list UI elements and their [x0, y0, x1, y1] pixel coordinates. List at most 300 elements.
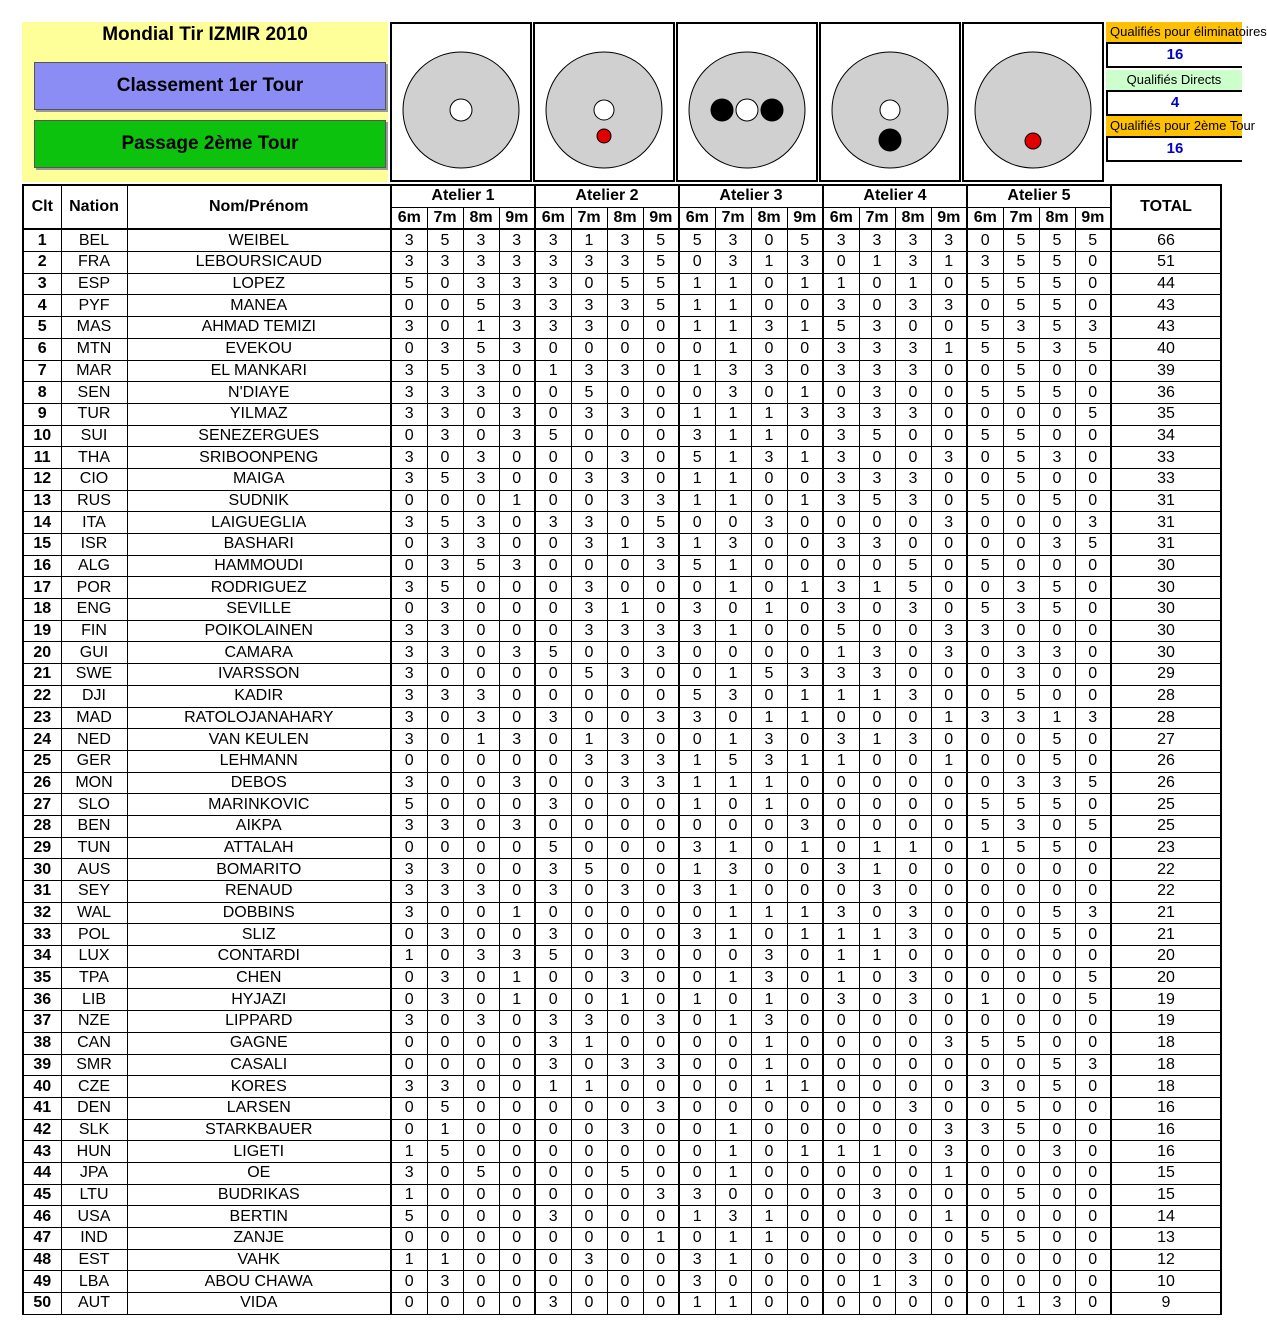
score-cell: 0: [895, 382, 931, 404]
score-cell: 0: [1075, 1162, 1111, 1184]
score-cell: 3: [823, 468, 859, 490]
score-cell: 3: [463, 512, 499, 534]
score-cell: 0: [859, 794, 895, 816]
score-cell: 1: [679, 859, 715, 881]
score-cell: 0: [895, 1162, 931, 1184]
score-cell: 0: [931, 317, 967, 339]
score-cell: 0: [1039, 685, 1075, 707]
score-cell: 0: [931, 577, 967, 599]
score-cell: 3: [787, 664, 823, 686]
score-cell: 5: [895, 577, 931, 599]
score-cell: 1: [931, 338, 967, 360]
nation-cell: MAS: [61, 317, 127, 339]
score-cell: 3: [1003, 707, 1039, 729]
score-cell: 0: [499, 1032, 535, 1054]
score-cell: 0: [1075, 1097, 1111, 1119]
score-cell: 0: [823, 1119, 859, 1141]
score-cell: 0: [967, 1293, 1003, 1315]
header-distance: 8m: [463, 207, 499, 229]
score-cell: 3: [391, 881, 427, 903]
score-cell: 3: [679, 924, 715, 946]
score-cell: 5: [1039, 1054, 1075, 1076]
score-cell: 3: [1039, 772, 1075, 794]
score-cell: 1: [679, 534, 715, 556]
black-ball-icon: [879, 129, 901, 151]
score-cell: 0: [823, 1206, 859, 1228]
score-cell: 0: [463, 837, 499, 859]
score-cell: 0: [535, 447, 571, 469]
score-cell: 3: [751, 729, 787, 751]
score-cell: 0: [499, 1054, 535, 1076]
nation-cell: CAN: [61, 1032, 127, 1054]
score-cell: 3: [895, 989, 931, 1011]
table-row: [23, 967, 1221, 989]
rank-cell: 18: [23, 599, 61, 621]
score-cell: 5: [679, 555, 715, 577]
score-cell: 3: [787, 403, 823, 425]
score-cell: 1: [571, 1076, 607, 1098]
table-row: [23, 1293, 1221, 1315]
score-cell: 0: [499, 1293, 535, 1315]
score-cell: 3: [715, 1206, 751, 1228]
score-cell: 3: [715, 252, 751, 274]
name-cell: VIDA: [127, 1293, 391, 1315]
nation-cell: POL: [61, 924, 127, 946]
total-cell: 44: [1111, 273, 1221, 295]
rank-cell: 10: [23, 425, 61, 447]
total-cell: 16: [1111, 1097, 1221, 1119]
rank-cell: 31: [23, 881, 61, 903]
score-cell: 3: [643, 1097, 679, 1119]
score-cell: 5: [967, 425, 1003, 447]
score-cell: 3: [859, 1184, 895, 1206]
score-cell: 3: [1075, 902, 1111, 924]
score-cell: 5: [535, 837, 571, 859]
score-cell: 0: [787, 1184, 823, 1206]
name-cell: AHMAD TEMIZI: [127, 317, 391, 339]
total-cell: 36: [1111, 382, 1221, 404]
score-cell: 0: [499, 881, 535, 903]
score-cell: 3: [571, 750, 607, 772]
score-cell: 1: [391, 946, 427, 968]
score-cell: 0: [1075, 685, 1111, 707]
name-cell: AIKPA: [127, 815, 391, 837]
score-cell: 1: [787, 317, 823, 339]
score-cell: 3: [391, 512, 427, 534]
name-cell: LAIGUEGLIA: [127, 512, 391, 534]
score-cell: 0: [571, 1271, 607, 1293]
score-cell: 0: [967, 468, 1003, 490]
score-cell: 5: [1003, 447, 1039, 469]
score-cell: 3: [1003, 664, 1039, 686]
score-cell: 1: [931, 1162, 967, 1184]
score-cell: 0: [643, 1162, 679, 1184]
nation-cell: SEY: [61, 881, 127, 903]
score-cell: 0: [499, 534, 535, 556]
white-ball-icon: [880, 100, 900, 120]
name-cell: EVEKOU: [127, 338, 391, 360]
score-cell: 1: [859, 946, 895, 968]
total-cell: 39: [1111, 360, 1221, 382]
score-cell: 0: [391, 338, 427, 360]
score-cell: 0: [643, 468, 679, 490]
rank-cell: 47: [23, 1228, 61, 1250]
score-cell: 3: [535, 1032, 571, 1054]
score-cell: 5: [1039, 902, 1075, 924]
score-cell: 0: [463, 1032, 499, 1054]
score-cell: 0: [751, 382, 787, 404]
score-cell: 0: [1003, 1141, 1039, 1163]
nation-cell: SMR: [61, 1054, 127, 1076]
score-cell: 3: [967, 707, 1003, 729]
score-cell: 3: [895, 599, 931, 621]
name-cell: LEHMANN: [127, 750, 391, 772]
score-cell: 1: [715, 924, 751, 946]
score-cell: 3: [463, 534, 499, 556]
score-cell: 1: [427, 1119, 463, 1141]
score-cell: 5: [1075, 338, 1111, 360]
score-cell: 0: [463, 620, 499, 642]
qual-direct-value: 4: [1106, 90, 1242, 116]
score-cell: 3: [571, 1249, 607, 1271]
score-cell: 3: [607, 447, 643, 469]
score-cell: 0: [931, 360, 967, 382]
score-cell: 1: [715, 902, 751, 924]
score-cell: 1: [715, 338, 751, 360]
nation-cell: ITA: [61, 512, 127, 534]
name-cell: RODRIGUEZ: [127, 577, 391, 599]
score-cell: 3: [1003, 317, 1039, 339]
score-cell: 0: [1039, 425, 1075, 447]
score-cell: 0: [1075, 837, 1111, 859]
score-cell: 0: [1003, 512, 1039, 534]
score-cell: 3: [499, 946, 535, 968]
score-cell: 0: [427, 490, 463, 512]
score-cell: 0: [679, 1228, 715, 1250]
score-cell: 0: [1075, 1184, 1111, 1206]
white-ball-icon: [594, 100, 614, 120]
name-cell: WEIBEL: [127, 229, 391, 251]
score-cell: 0: [895, 534, 931, 556]
header-distance: 7m: [715, 207, 751, 229]
score-cell: 0: [607, 902, 643, 924]
nation-cell: MON: [61, 772, 127, 794]
score-cell: 0: [535, 664, 571, 686]
score-cell: 0: [427, 837, 463, 859]
score-cell: 3: [535, 317, 571, 339]
total-cell: 51: [1111, 252, 1221, 274]
score-cell: 0: [535, 902, 571, 924]
score-cell: 0: [1075, 924, 1111, 946]
score-cell: 3: [391, 468, 427, 490]
score-cell: 0: [463, 1141, 499, 1163]
score-cell: 1: [715, 555, 751, 577]
score-cell: 3: [643, 772, 679, 794]
target-diagram: [392, 24, 530, 180]
score-cell: 5: [427, 577, 463, 599]
total-cell: 20: [1111, 946, 1221, 968]
score-cell: 3: [679, 599, 715, 621]
nation-cell: CIO: [61, 468, 127, 490]
score-cell: 0: [751, 815, 787, 837]
name-cell: ABOU CHAWA: [127, 1271, 391, 1293]
score-cell: 5: [1039, 273, 1075, 295]
score-cell: 0: [823, 1271, 859, 1293]
table-row: [23, 317, 1221, 339]
score-cell: 0: [499, 685, 535, 707]
score-cell: 1: [571, 1032, 607, 1054]
score-cell: 1: [607, 534, 643, 556]
rank-cell: 30: [23, 859, 61, 881]
score-cell: 3: [895, 902, 931, 924]
score-cell: 0: [571, 1162, 607, 1184]
name-cell: EL MANKARI: [127, 360, 391, 382]
score-cell: 5: [1039, 924, 1075, 946]
score-cell: 0: [931, 1054, 967, 1076]
score-cell: 0: [607, 642, 643, 664]
nation-cell: GER: [61, 750, 127, 772]
score-cell: 1: [715, 1011, 751, 1033]
score-cell: 0: [499, 707, 535, 729]
name-cell: STARKBAUER: [127, 1119, 391, 1141]
score-cell: 3: [535, 859, 571, 881]
rank-cell: 27: [23, 794, 61, 816]
total-cell: 21: [1111, 902, 1221, 924]
score-cell: 3: [607, 946, 643, 968]
score-cell: 0: [715, 512, 751, 534]
score-cell: 3: [463, 382, 499, 404]
score-cell: 3: [643, 1054, 679, 1076]
rank-cell: 23: [23, 707, 61, 729]
score-cell: 1: [679, 295, 715, 317]
header-atelier: Atelier 5: [967, 185, 1111, 207]
rank-cell: 24: [23, 729, 61, 751]
black-ball-icon: [711, 99, 733, 121]
rank-cell: 39: [23, 1054, 61, 1076]
total-cell: 14: [1111, 1206, 1221, 1228]
score-cell: 1: [679, 750, 715, 772]
nation-cell: LTU: [61, 1184, 127, 1206]
score-cell: 3: [823, 360, 859, 382]
score-cell: 0: [1003, 967, 1039, 989]
score-cell: 0: [1039, 468, 1075, 490]
score-cell: 0: [643, 1076, 679, 1098]
score-cell: 0: [895, 664, 931, 686]
rank-cell: 50: [23, 1293, 61, 1315]
score-cell: 0: [499, 382, 535, 404]
score-cell: 0: [715, 1184, 751, 1206]
score-cell: 0: [643, 664, 679, 686]
rank-cell: 14: [23, 512, 61, 534]
score-cell: 0: [715, 1271, 751, 1293]
score-cell: 0: [787, 512, 823, 534]
score-cell: 0: [1003, 1162, 1039, 1184]
score-cell: 1: [751, 1228, 787, 1250]
score-cell: 0: [607, 924, 643, 946]
score-cell: 0: [499, 599, 535, 621]
total-cell: 15: [1111, 1162, 1221, 1184]
score-cell: 0: [751, 338, 787, 360]
score-cell: 5: [967, 555, 1003, 577]
score-cell: 3: [931, 642, 967, 664]
score-cell: 5: [427, 1141, 463, 1163]
score-cell: 0: [715, 1097, 751, 1119]
score-cell: 1: [931, 707, 967, 729]
score-cell: 3: [823, 425, 859, 447]
score-cell: 0: [751, 881, 787, 903]
score-cell: 0: [535, 1184, 571, 1206]
score-cell: 0: [427, 1206, 463, 1228]
score-cell: 1: [787, 1141, 823, 1163]
score-cell: 1: [715, 447, 751, 469]
score-cell: 1: [751, 425, 787, 447]
name-cell: YILMAZ: [127, 403, 391, 425]
nation-cell: JPA: [61, 1162, 127, 1184]
table-row: [23, 772, 1221, 794]
score-cell: 0: [499, 620, 535, 642]
score-cell: 0: [967, 881, 1003, 903]
score-cell: 0: [967, 1162, 1003, 1184]
score-cell: 3: [679, 1249, 715, 1271]
score-cell: 3: [463, 360, 499, 382]
score-cell: 0: [499, 1119, 535, 1141]
score-cell: 0: [1075, 1249, 1111, 1271]
table-row: [23, 1011, 1221, 1033]
rank-cell: 43: [23, 1141, 61, 1163]
table-row: [23, 685, 1221, 707]
score-cell: 0: [571, 967, 607, 989]
score-cell: 5: [967, 273, 1003, 295]
table-row: [23, 382, 1221, 404]
table-row: [23, 599, 1221, 621]
score-cell: 5: [967, 1228, 1003, 1250]
score-cell: 0: [571, 946, 607, 968]
score-cell: 5: [1039, 1076, 1075, 1098]
score-cell: 3: [715, 534, 751, 556]
name-cell: MARINKOVIC: [127, 794, 391, 816]
score-cell: 0: [1075, 1076, 1111, 1098]
score-cell: 0: [463, 794, 499, 816]
score-cell: 5: [643, 229, 679, 251]
score-cell: 0: [967, 642, 1003, 664]
score-cell: 0: [1075, 382, 1111, 404]
score-cell: 0: [787, 1228, 823, 1250]
score-cell: 0: [787, 425, 823, 447]
score-cell: 0: [499, 447, 535, 469]
score-cell: 3: [427, 1076, 463, 1098]
table-row: [23, 1162, 1221, 1184]
score-cell: 0: [715, 1054, 751, 1076]
score-cell: 1: [751, 1076, 787, 1098]
score-cell: 0: [571, 1293, 607, 1315]
score-cell: 0: [787, 1011, 823, 1033]
score-cell: 3: [391, 447, 427, 469]
score-cell: 3: [391, 1011, 427, 1033]
scores-table: [22, 184, 1222, 1315]
score-cell: 3: [895, 490, 931, 512]
nation-cell: BEL: [61, 229, 127, 251]
score-cell: 3: [391, 252, 427, 274]
score-cell: 0: [823, 881, 859, 903]
table-row: [23, 1119, 1221, 1141]
score-cell: 3: [499, 642, 535, 664]
score-cell: 1: [859, 577, 895, 599]
score-cell: 0: [679, 577, 715, 599]
score-cell: 0: [643, 967, 679, 989]
score-cell: 1: [751, 707, 787, 729]
rank-cell: 8: [23, 382, 61, 404]
score-cell: 3: [895, 1097, 931, 1119]
total-cell: 31: [1111, 490, 1221, 512]
score-cell: 3: [679, 707, 715, 729]
score-cell: 3: [715, 859, 751, 881]
score-cell: 3: [607, 750, 643, 772]
score-cell: 0: [787, 772, 823, 794]
score-cell: 0: [607, 794, 643, 816]
score-cell: 0: [643, 685, 679, 707]
nation-cell: TUN: [61, 837, 127, 859]
table-row: [23, 1076, 1221, 1098]
score-cell: 1: [679, 317, 715, 339]
score-cell: 1: [715, 425, 751, 447]
score-cell: 0: [859, 273, 895, 295]
total-cell: 20: [1111, 967, 1221, 989]
score-cell: 1: [715, 317, 751, 339]
nation-cell: THA: [61, 447, 127, 469]
score-cell: 0: [895, 512, 931, 534]
score-cell: 3: [571, 512, 607, 534]
total-cell: 28: [1111, 685, 1221, 707]
nation-cell: MTN: [61, 338, 127, 360]
score-cell: 0: [751, 229, 787, 251]
score-cell: 0: [535, 1162, 571, 1184]
table-row: [23, 295, 1221, 317]
score-cell: 0: [787, 1249, 823, 1271]
score-cell: 0: [643, 794, 679, 816]
score-cell: 0: [643, 881, 679, 903]
score-cell: 0: [571, 794, 607, 816]
total-cell: 25: [1111, 794, 1221, 816]
classement-button[interactable]: Classement 1er Tour: [34, 62, 386, 110]
score-cell: 0: [499, 837, 535, 859]
score-cell: 0: [535, 772, 571, 794]
score-cell: 0: [607, 685, 643, 707]
score-cell: 3: [427, 534, 463, 556]
score-cell: 0: [1075, 859, 1111, 881]
white-ball-icon: [450, 99, 472, 121]
table-row: [23, 729, 1221, 751]
name-cell: BUDRIKAS: [127, 1184, 391, 1206]
total-cell: 30: [1111, 620, 1221, 642]
total-cell: 26: [1111, 750, 1221, 772]
page-title: Mondial Tir IZMIR 2010: [102, 24, 308, 45]
score-cell: 5: [1003, 1184, 1039, 1206]
score-cell: 0: [859, 1011, 895, 1033]
rank-cell: 13: [23, 490, 61, 512]
score-cell: 1: [787, 902, 823, 924]
score-cell: 0: [571, 772, 607, 794]
score-cell: 3: [859, 534, 895, 556]
table-row: [23, 664, 1221, 686]
score-cell: 0: [643, 902, 679, 924]
passage-button[interactable]: Passage 2ème Tour: [34, 120, 386, 168]
score-cell: 5: [1003, 1119, 1039, 1141]
score-cell: 0: [931, 1097, 967, 1119]
score-cell: 0: [607, 512, 643, 534]
score-cell: 3: [571, 252, 607, 274]
score-cell: 3: [895, 403, 931, 425]
score-cell: 0: [535, 490, 571, 512]
